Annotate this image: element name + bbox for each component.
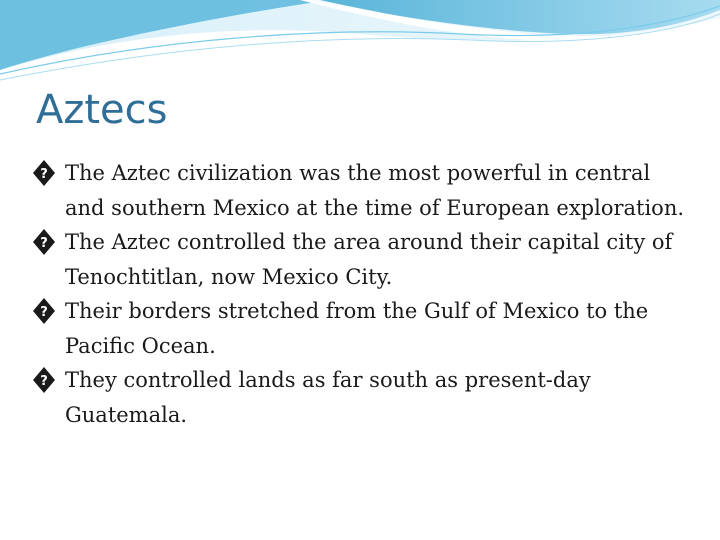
bullet-item: [30, 225, 690, 294]
bullet-item: [30, 294, 690, 363]
missing-glyph-icon: [30, 366, 58, 394]
bullet-text: The Aztec civilization was the most powerful in central and southern Mexico at the time of European exploration.: [65, 161, 685, 220]
slide-title: Aztecs: [36, 87, 168, 133]
bullet-text: The Aztec controlled the area around their capital city of Tenochtitlan, now Mexico City.: [65, 230, 673, 289]
svg-text:?: ?: [40, 374, 48, 389]
svg-text:?: ?: [40, 305, 48, 320]
bullet-text: Their borders stretched from the Gulf of Mexico to the Pacific Ocean.: [65, 299, 649, 358]
missing-glyph-icon: [30, 159, 58, 187]
svg-text:?: ?: [40, 236, 48, 251]
bullet-item: [30, 156, 690, 225]
bullet-text: They controlled lands as far south as present-day Guatemala.: [65, 368, 591, 427]
svg-text:?: ?: [40, 167, 48, 182]
bullet-list: [30, 156, 690, 432]
header-wave-decoration: [0, 0, 720, 90]
missing-glyph-icon: [30, 297, 58, 325]
bullet-item: [30, 363, 690, 432]
missing-glyph-icon: [30, 228, 58, 256]
